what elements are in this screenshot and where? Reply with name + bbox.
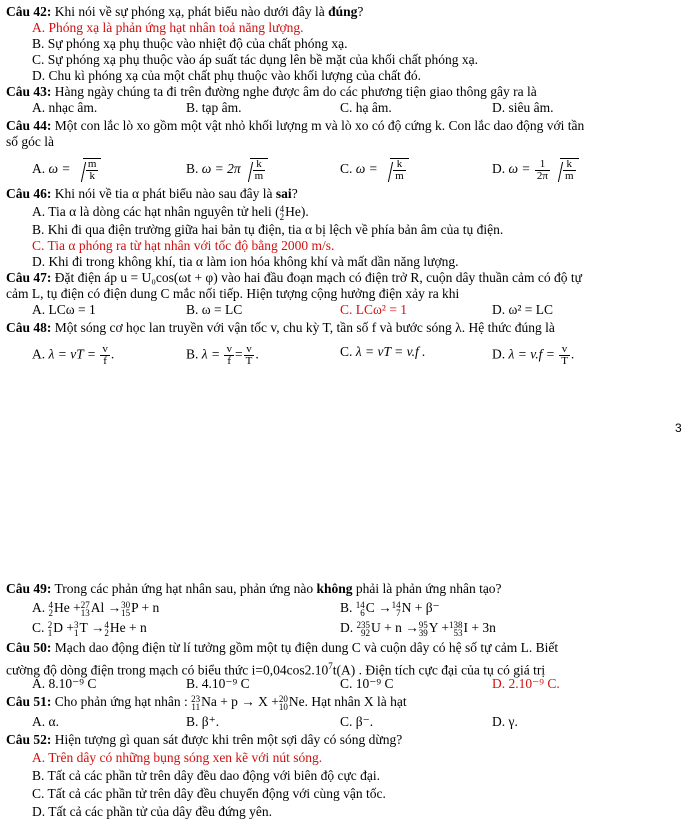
q48-option-a: A. λ = vT = $\frac{v}{f}$ . [32, 343, 115, 367]
q52-option-b: B. Tất cả các phần tử trên dây đều dao động với biên độ cực đại. [32, 768, 381, 783]
q52-text: Hiện tượng gì quan sát được khi trên một sợi dây có sóng dừng? [54, 732, 403, 747]
q47-option-b: B. ω = LC [186, 302, 243, 317]
q52-option-c: C. Tất cả các phần tử trên dây đều chuyển động với cùng vận tốc. [32, 786, 386, 801]
q44-stem [6, 118, 584, 134]
q49-option-c: C. 2 1 D + 3 1 T → 4 2 He + n [32, 619, 147, 638]
q51-option-a: A. α. [32, 714, 59, 729]
q44-head: Câu 44: [6, 118, 52, 133]
q46-emph: sai [275, 186, 292, 201]
q42-option-b: B. Sự phóng xạ phụ thuộc vào nhiệt độ của chất phóng xạ. [32, 36, 348, 51]
q49-text: Trong các phản ứng hạt nhân sau, phản ứng nào [54, 581, 314, 596]
q47-text2: cảm L, tụ điện có điện dung C mắc nối tiếp. Hiện tượng cộng hưởng điện xảy ra khi [6, 286, 460, 301]
q47-text1: Đặt điện áp u = U₀cos(ωt + φ) vào hai đầu đoạn mạch có điện trở R, cuộn dây thuần cảm có độ tự [54, 270, 582, 285]
q46-stem [6, 186, 298, 202]
q49-label-b: B. [340, 600, 353, 615]
q48-option-b: B. λ = $\frac{v}{f}$ = $\frac{v}{T}$ . [186, 343, 259, 367]
q43-head: Câu 43: [6, 84, 52, 99]
q49-stem [6, 581, 502, 597]
q48-label-a: A. [32, 346, 46, 362]
q49-option-d: D. 235 92 U + n → 95 39 Y + 138 53 I + 3n [340, 619, 496, 638]
q46-text: Khi nói về tia α phát biểu nào sau đây là [54, 186, 273, 201]
q50-text2a: cường độ dòng điện trong mạch có biểu thức i=0,04cos2.10 [6, 662, 329, 678]
q48-label-b: B. [186, 346, 199, 362]
q50-text2b: t(A) . Điện tích cực đại của tụ có giá trị [332, 662, 546, 678]
q50-text1: Mạch dao động điện từ lí tưởng gồm một tụ điện dung C và cuộn dây có hệ số tự cảm L. Biết [54, 640, 559, 655]
q52-head: Câu 52: [6, 732, 52, 747]
q42-option-d: D. Chu kì phóng xạ của một chất phụ thuộc vào khối lượng của chất đó. [32, 68, 422, 83]
q43-option-b: B. tạp âm. [186, 100, 242, 115]
q49-label-d: D. [340, 620, 354, 635]
q42-option-a: A. Phóng xạ là phản ứng hạt nhân toả năng lượng. [32, 20, 304, 35]
q42-option-c: C. Sự phóng xạ phụ thuộc vào áp suất tác dụng lên bề mặt của khối chất phóng xạ. [32, 52, 478, 67]
q46-head: Câu 46: [6, 186, 52, 201]
q49-label-c: C. [32, 620, 45, 635]
page-number: 3 [675, 421, 682, 435]
q46-option-a-text: A. Tia α là dòng các hạt nhân nguyên tử heli [32, 204, 272, 219]
q52-option-a: A. Trên dây có những bụng sóng xen kẽ với nút sóng. [32, 750, 323, 765]
q52-stem [6, 732, 402, 748]
q43-stem [6, 84, 537, 100]
q48-option-d: D. λ = v.f = $\frac{v}{T}$ . [492, 343, 575, 367]
q43-option-d: D. siêu âm. [492, 100, 554, 115]
q42-head: Câu 42: [6, 4, 52, 19]
q50-option-c: C. 10⁻⁹ C [340, 676, 394, 691]
q43-option-c: C. hạ âm. [340, 100, 392, 115]
q42-emph: đúng [328, 4, 358, 19]
q42-text: Khi nói về sự phóng xạ, phát biểu nào dưới đây là [54, 4, 325, 19]
q49-tail: phải là phản ứng nhân tạo? [355, 581, 502, 596]
q48-option-c-text: λ = vT = v.f . [355, 344, 426, 359]
q48-label-d: D. [492, 346, 506, 362]
q46-option-b: B. Khi đi qua điện trường giữa hai bản tụ điện, tia α bị lệch về phía bản âm của tụ điện. [32, 222, 504, 237]
q44-label-c: C. [340, 161, 353, 177]
q43-option-a: A. nhạc âm. [32, 100, 98, 115]
q51-head: Câu 51: [6, 694, 52, 709]
q49-emph: không [316, 581, 353, 596]
q44-text2: số góc là [6, 134, 54, 149]
q43-text: Hàng ngày chúng ta đi trên đường nghe được âm do các phương tiện giao thông gây ra là [54, 84, 537, 99]
q42-stem [6, 4, 363, 20]
q44-option-b: B. ω = 2π $\frac{k}{m}$ [186, 158, 268, 182]
q48-stem [6, 320, 555, 336]
q47-head: Câu 47: [6, 270, 52, 285]
q46-tail: ? [291, 186, 298, 201]
q44-label-d: D. [492, 161, 506, 177]
q47-option-c: C. LCω² = 1 [340, 302, 408, 317]
q46-option-a: A. Tia α là dòng các hạt nhân nguyên tử heli ( 4 2 He). [32, 203, 309, 222]
q47-option-d: D. ω² = LC [492, 302, 554, 317]
q50-stem [6, 640, 558, 656]
q47-option-a: A. LCω = 1 [32, 302, 96, 317]
q50-text2: cường độ dòng điện trong mạch có biểu thức $i=0,04\cos 2.10^7t(A)$ . Điện tích cực đại của tụ có giá trị [6, 661, 546, 678]
q50-option-a: A. 8.10⁻⁹ C [32, 676, 97, 691]
q47-stem [6, 270, 582, 286]
q46-option-c: C. Tia α phóng ra từ hạt nhân với tốc độ bằng 2000 m/s. [32, 238, 335, 253]
q44-option-d: D. ω = $\frac{1}{2\pi}$ $\frac{k}{m}$ [492, 158, 579, 182]
q44-label-b: B. [186, 161, 199, 177]
q51-text: Cho phản ứng hạt nhân : [54, 694, 188, 709]
q49-option-b: B. 14 6 C → 14 7 N + β⁻ [340, 599, 440, 618]
q50-option-b: B. 4.10⁻⁹ C [186, 676, 250, 691]
q46-option-d: D. Khi đi trong không khí, tia α làm ion hóa không khí và mất dần năng lượng. [32, 254, 459, 269]
q51-option-c: C. β⁻. [340, 714, 374, 729]
q50-head: Câu 50: [6, 640, 52, 655]
q51-option-b: B. β⁺. [186, 714, 220, 729]
q44-option-a: A. ω = $\frac{m}{k}$ [32, 158, 101, 182]
q52-option-d: D. Tất cả các phần tử của dây đều đứng yên. [32, 804, 273, 819]
q42-tail: ? [357, 4, 364, 19]
q48-label-c: C. [340, 344, 353, 359]
q49-label-a: A. [32, 600, 46, 615]
q51-option-d: D. γ. [492, 714, 518, 729]
q44-text1: Một con lắc lò xo gồm một vật nhỏ khối lượng m và lò xo có độ cứng k. Con lắc dao động với tần [54, 118, 585, 133]
q48-head: Câu 48: [6, 320, 52, 335]
q48-text: Một sóng cơ học lan truyền với vận tốc v, chu kỳ T, tần số f và bước sóng λ. Hệ thức đúng là [54, 320, 555, 335]
q49-option-a: A. 4 2 He + 27 13 Al → 30 15 P + n [32, 599, 160, 618]
q48-option-c [340, 344, 425, 360]
q51-tail: . Hạt nhân X là hạt [304, 694, 407, 709]
q49-head: Câu 49: [6, 581, 52, 596]
q44-option-c: C. ω = $\frac{k}{m}$ [340, 158, 409, 182]
q50-option-d: D. 2.10⁻⁹ C. [492, 676, 560, 691]
q44-label-a: A. [32, 161, 46, 177]
q51-stem: Câu 51: Cho phản ứng hạt nhân : 23 11 Na + p → X + 20 10 Ne. Hạt nhân X là hạt [6, 693, 407, 712]
